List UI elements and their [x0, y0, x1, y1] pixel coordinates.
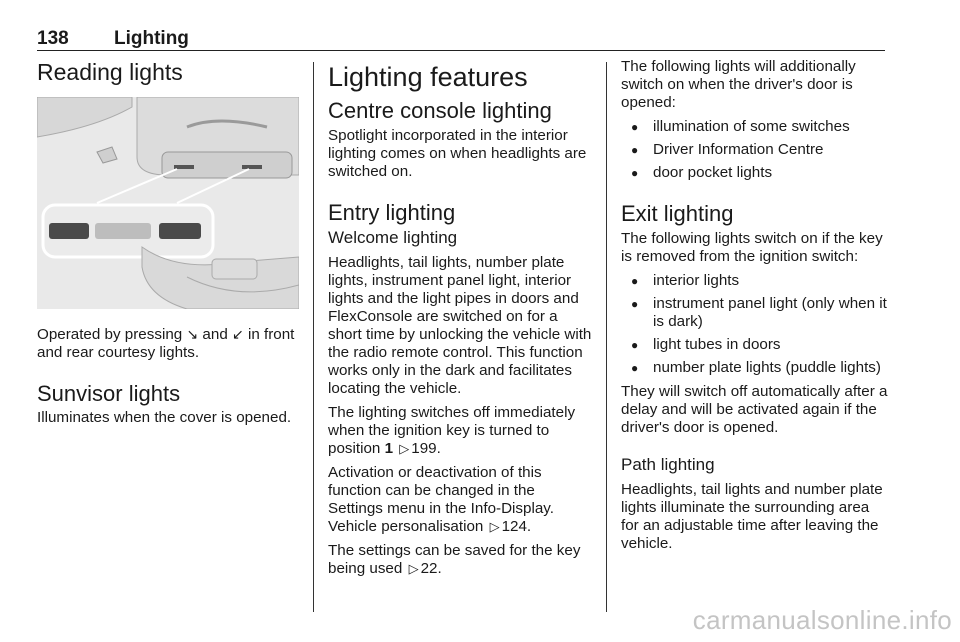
- page-reference[interactable]: 22.: [420, 560, 442, 577]
- settings-text-part: The settings can be saved for the key being used: [328, 542, 581, 577]
- page-reference[interactable]: 124.: [501, 518, 532, 535]
- list-item: ● light tubes in doors: [621, 336, 889, 354]
- page-reference[interactable]: 199.: [411, 440, 441, 457]
- page-reference-icon: ▷: [399, 441, 410, 456]
- exit-lighting-heading: Exit lighting: [621, 201, 734, 226]
- welcome-lighting-text: Headlights, tail lights, number plate lights, instrument panel light, interior lights and the light pipes in doors and FlexConsole are switched on for a short time by unlocking the vehicle with the radio remote control. This function works only in the dark and facilitates locating the vehicle.: [328, 254, 592, 397]
- reading-lights-text: [37, 325, 303, 362]
- settings-text: [328, 542, 592, 578]
- exit-lights-list: [621, 272, 889, 377]
- list-item: ● illumination of some switches: [621, 118, 889, 136]
- lighting-features-heading: Lighting features: [328, 62, 528, 92]
- switch-off-text-part: The lighting switches off immediately when the ignition key is turned to position: [328, 404, 576, 457]
- column-divider: [606, 62, 607, 612]
- page-reference-icon: ▷: [408, 561, 419, 576]
- door-lights-list: [621, 118, 889, 182]
- centre-console-heading: Centre console lighting: [328, 98, 552, 123]
- list-item: ● door pocket lights: [621, 164, 889, 182]
- reading-lights-figure: [37, 97, 299, 309]
- column-left: [37, 58, 303, 433]
- column-divider: [313, 62, 314, 612]
- entry-lighting-heading: Entry lighting: [328, 199, 456, 225]
- welcome-lighting-heading: Welcome lighting: [328, 228, 458, 247]
- page-section-title: Lighting: [114, 28, 189, 49]
- reading-text-and: and: [202, 325, 228, 343]
- path-lighting-text: Headlights, tail lights and number plate lights illuminate the surrounding area for an adjustable time after leaving the vehicle.: [621, 480, 883, 552]
- list-item: ● interior lights: [621, 272, 889, 290]
- switch-off-text: [328, 404, 592, 458]
- exit-lighting-intro: The following lights switch on if the key is removed from the ignition switch:: [621, 229, 883, 265]
- column-middle: [328, 58, 592, 584]
- centre-console-text: Spotlight incorporated in the interior lighting comes on when headlights are switched on.: [328, 126, 587, 180]
- activation-text: [328, 464, 592, 536]
- list-item: ● Driver Information Centre: [621, 141, 889, 159]
- reading-lights-heading: Reading lights: [37, 59, 183, 85]
- page-number: 138: [37, 28, 69, 49]
- reading-lights-illustration: [37, 97, 299, 309]
- ignition-position: 1: [384, 440, 394, 457]
- front-lamp-icon: ↘: [186, 325, 199, 342]
- watermark: carmanualsonline.info: [692, 605, 952, 635]
- rear-lamp-icon: ↙: [232, 325, 244, 342]
- list-item: ● instrument panel light (only when it is dark): [621, 295, 889, 331]
- door-lights-intro: The following lights will additionally switch on when the driver's door is opened:: [621, 58, 856, 111]
- sunvisor-lights-text: Illuminates when the cover is opened.: [37, 409, 292, 427]
- page-reference-icon: ▷: [489, 519, 500, 534]
- reading-text-part: Operated by pressing: [37, 325, 183, 343]
- page-header: [37, 28, 885, 51]
- list-item: ● number plate lights (puddle lights): [621, 359, 889, 377]
- column-right: [621, 58, 889, 559]
- exit-lighting-outro: They will switch off automatically after a delay and will be activated again if the driver's door is opened.: [621, 382, 888, 436]
- sunvisor-lights-heading: Sunvisor lights: [37, 380, 181, 406]
- reading-text-part: in front and rear courtesy lights.: [37, 325, 295, 361]
- activation-text-part: Activation or deactivation of this function can be changed in the Settings menu in the Info-Display. Vehicle personalisation: [328, 464, 554, 535]
- path-lighting-heading: Path lighting: [621, 454, 715, 474]
